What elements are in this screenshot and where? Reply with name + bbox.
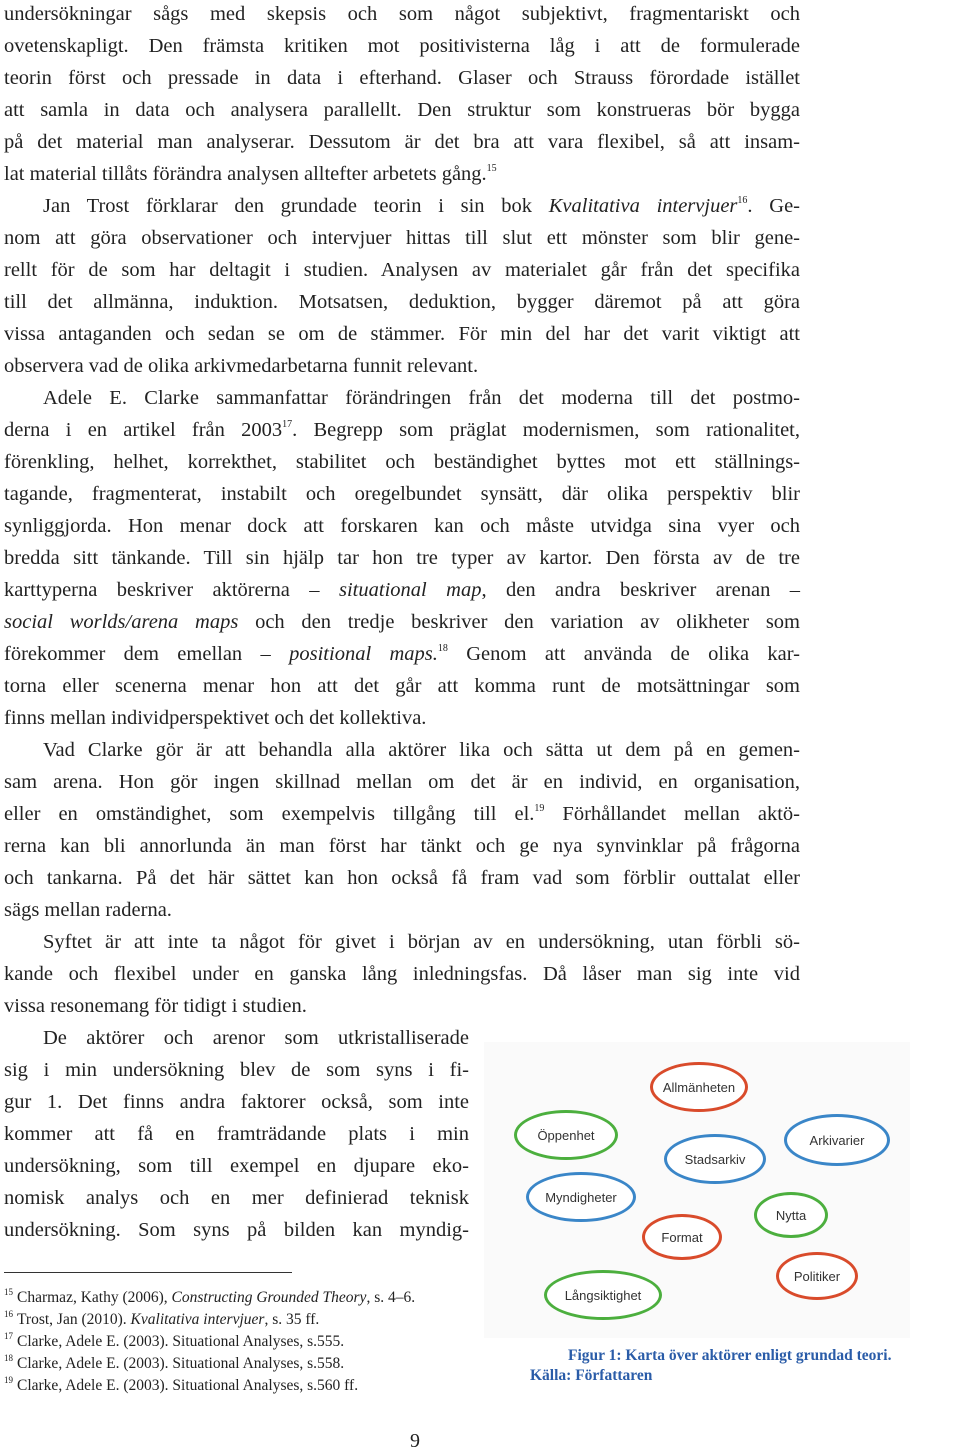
book-title: Kvalitativa intervjuer xyxy=(130,1311,265,1328)
node-myndigheter: Myndigheter xyxy=(526,1172,636,1222)
text: Trost, Jan (2010). xyxy=(17,1311,131,1328)
body-line: Vad Clarke gör är att behandla alla aktörer lika och sätta ut dem på en gemen- xyxy=(43,739,800,761)
body-line: Syftet är att inte ta något för givet i början av en undersökning, utan förbli sö- xyxy=(43,931,800,953)
body-line: vissa resonemang för tidigt i studien. xyxy=(4,995,307,1017)
body-line xyxy=(4,418,800,442)
body-line: och tankarna. På det här sättet kan hon också få fram vad som förblir outtalat eller xyxy=(4,867,800,889)
body-line: bredda sitt tänkande. Till sin hjälp tar hon tre typer av kartor. Den första av de tre xyxy=(4,547,800,569)
node-langsiktighet: Långsiktighet xyxy=(544,1270,662,1320)
node-format: Format xyxy=(642,1214,722,1260)
text: Clarke, Adele E. (2003). Situational Analyses, s.555. xyxy=(17,1333,345,1350)
body-line: sägs mellan raderna. xyxy=(4,899,172,921)
body-line: observera vad de olika arkivmedarbetarna funnit relevant. xyxy=(4,355,479,377)
body-line: undersökning, som till exempel en djupare eko- xyxy=(4,1155,469,1177)
body-line: rellt för de som har deltagit i studien. Analysen av materialet går från det specifika xyxy=(4,259,800,281)
body-line: rerna kan bli annorlunda än man först har tänkt och ge nya synvinklar på frågorna xyxy=(4,835,800,857)
body-line: De aktörer och arenor som utkristalliserade xyxy=(43,1027,469,1049)
body-line: sam arena. Hon gör ingen skillnad mellan om det är en individ, en organisation, xyxy=(4,771,800,793)
text: förekommer dem emellan – xyxy=(4,643,290,665)
text: och den tredje beskriver den variation av olikheter som xyxy=(238,611,800,633)
body-line xyxy=(4,642,800,666)
footnote xyxy=(4,1377,358,1395)
footnote-ref: 16 xyxy=(737,195,748,206)
footnote-ref: 15 xyxy=(486,163,497,174)
footnote-number: 18 xyxy=(4,1353,13,1363)
body-line: till det allmänna, induktion. Motsatsen, deduktion, bygger däremot på att göra xyxy=(4,291,800,313)
body-line: undersökningar sågs med skepsis och som något subjektivt, fragmentariskt och xyxy=(4,3,800,25)
body-line: att samla in data och analysera parallellt. Den struktur som konstrueras bör bygga xyxy=(4,99,800,121)
body-line: förenkling, helhet, korrekthet, stabilitet och beständighet byttes mot ett ställnings- xyxy=(4,451,800,473)
footnote-number: 19 xyxy=(4,1375,13,1385)
body-line xyxy=(4,578,800,602)
body-line: vissa antaganden och sedan se om de stämmer. För min del har det varit viktigt att xyxy=(4,323,800,345)
footnote-number: 17 xyxy=(4,1331,13,1341)
footnote xyxy=(4,1333,344,1351)
body-line: ovetenskapligt. Den främsta kritiken mot positivisterna låg i att de formulerade xyxy=(4,35,800,57)
body-line: synliggjorda. Hon menar dock att forskaren kan och måste utvidga sina vyer och xyxy=(4,515,800,537)
text: Genom att använda de olika kar- xyxy=(447,643,801,665)
term: situational map xyxy=(339,579,482,601)
term: social worlds/arena maps xyxy=(4,611,239,633)
text: . Begrepp som präglat modernismen, som rationalitet, xyxy=(292,419,800,441)
body-line: finns mellan individperspektivet och det kollektiva. xyxy=(4,707,427,729)
text: Jan Trost förklarar den grundade teorin i sin bok xyxy=(43,195,549,217)
figure-actor-map xyxy=(484,1042,910,1338)
text: Förhållandet mellan aktö- xyxy=(544,803,800,825)
body-line: tagande, fragmenterat, instabilt och oregelbundet synsätt, där olika perspektiv blir xyxy=(4,483,800,505)
footnote xyxy=(4,1289,415,1307)
node-stadsarkiv: Stadsarkiv xyxy=(664,1134,766,1184)
body-line xyxy=(4,802,800,826)
text: Charmaz, Kathy (2006), xyxy=(17,1289,172,1306)
text: Clarke, Adele E. (2003). Situational Analyses, s.560 ff. xyxy=(17,1377,359,1394)
text: , s. 35 ff. xyxy=(264,1311,320,1328)
text: lat material tillåts förändra analysen alltefter arbetets gång. xyxy=(4,163,487,185)
body-line: undersökning. Som syns på bilden kan myndig- xyxy=(4,1219,469,1241)
body-line xyxy=(4,162,800,186)
body-line: sig i min undersökning blev de som syns i fi- xyxy=(4,1059,469,1081)
node-politiker: Politiker xyxy=(776,1252,858,1300)
node-nytta: Nytta xyxy=(754,1192,828,1238)
figure-caption: Figur 1: Karta över aktörer enligt grundad teori. xyxy=(568,1347,892,1364)
footnote-ref: 18 xyxy=(437,643,448,654)
footnote-ref: 17 xyxy=(282,419,293,430)
body-line: gur 1. Det finns andra faktorer också, som inte xyxy=(4,1091,469,1113)
text: eller en omständighet, som exempelvis tillgång till el. xyxy=(4,803,535,825)
footnote xyxy=(4,1355,344,1373)
body-line: kommer att få en framträdande plats i min xyxy=(4,1123,469,1145)
body-line: nomisk analys och en mer definierad teknisk xyxy=(4,1187,469,1209)
book-title: Kvalitativa intervjuer xyxy=(548,195,738,217)
text: , den andra beskriver arenan – xyxy=(481,579,801,601)
body-line: teorin först och pressade in data i efterhand. Glaser och Strauss förordade istället xyxy=(4,67,800,89)
body-line: Adele E. Clarke sammanfattar förändringen från det moderna till det postmo- xyxy=(43,387,800,409)
body-line: nom att göra observationer och intervjuer hittas till slut ett mönster som blir gene- xyxy=(4,227,800,249)
text: , s. 4–6. xyxy=(366,1289,416,1306)
text: karttyperna beskriver aktörerna – xyxy=(4,579,339,601)
node-oppenhet: Öppenhet xyxy=(514,1110,618,1160)
footnote-number: 16 xyxy=(4,1309,13,1319)
text: derna i en artikel från 2003 xyxy=(4,419,283,441)
node-allmanheten: Allmänheten xyxy=(650,1062,748,1112)
node-arkivarier: Arkivarier xyxy=(784,1114,890,1166)
body-line xyxy=(4,194,800,218)
footnote-rule xyxy=(4,1272,292,1273)
page-number: 9 xyxy=(410,1430,420,1452)
term: positional maps. xyxy=(289,643,438,665)
footnote-number: 15 xyxy=(4,1287,13,1297)
text: . Ge- xyxy=(747,195,800,217)
body-line: kande och flexibel under en ganska lång inledningsfas. Då låser man sig inte vid xyxy=(4,963,800,985)
footnote-ref: 19 xyxy=(534,803,545,814)
body-line xyxy=(4,610,800,634)
footnote xyxy=(4,1311,319,1329)
body-line: torna eller scenerna menar hon att det går att komma runt de motsättningar som xyxy=(4,675,800,697)
text: Clarke, Adele E. (2003). Situational Analyses, s.558. xyxy=(17,1355,345,1372)
figure-source: Källa: Författaren xyxy=(530,1367,653,1384)
body-line: på det material man analyserar. Dessutom är det bra att vara flexibel, så att insam- xyxy=(4,131,800,153)
book-title: Constructing Grounded Theory xyxy=(171,1289,367,1306)
